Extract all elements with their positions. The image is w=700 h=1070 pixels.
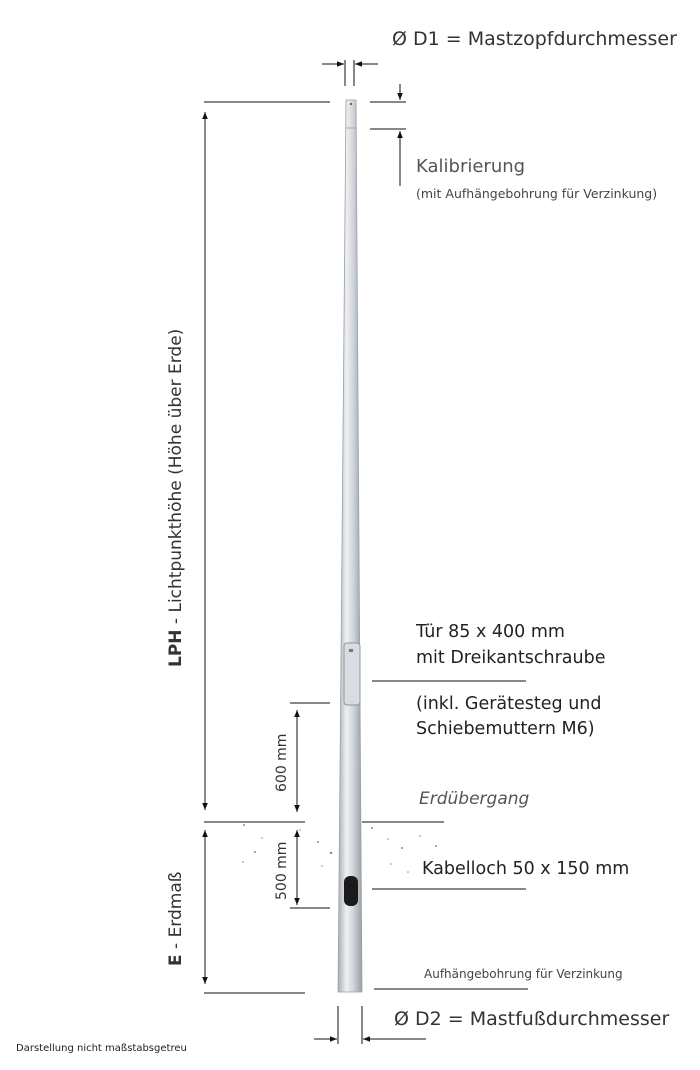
calibration-note: (mit Aufhängebohrung für Verzinkung) [416, 186, 658, 201]
pole-body [338, 100, 362, 992]
d2-label: Ø D2 = Mastfußdurchmesser [394, 1008, 670, 1030]
footnote: Darstellung nicht maßstabsgetreu [16, 1043, 187, 1054]
dim-500-label: 500 mm [274, 841, 290, 900]
door-screw [349, 649, 353, 652]
hanging-hole-bottom-label: Aufhängebohrung für Verzinkung [424, 967, 623, 981]
e-label-bold: E [166, 954, 186, 966]
d1-label: Ø D1 = Mastzopfdurchmesser [392, 28, 677, 50]
door-label-line4: Schiebemuttern M6) [416, 719, 595, 739]
hanging-hole-top [350, 103, 352, 105]
door-label-line1: Tür 85 x 400 mm [416, 622, 565, 642]
cable-hole-label: Kabelloch 50 x 150 mm [422, 859, 630, 879]
e-label [166, 872, 186, 966]
cable-hole [344, 876, 358, 906]
door-label-line2: mit Dreikantschraube [416, 648, 606, 668]
dim-600-label: 600 mm [274, 733, 290, 792]
lph-label [166, 329, 186, 667]
ground-transition-label: Erdübergang [419, 789, 530, 809]
calibration-label: Kalibrierung [416, 156, 526, 177]
door-panel [344, 643, 360, 705]
e-label-text: - Erdmaß [166, 871, 186, 955]
door-label-line3: (inkl. Gerätesteg und [416, 694, 602, 714]
lph-label-text: - Lichtpunkthöhe (Höhe über Erde) [166, 328, 186, 630]
lph-label-bold: LPH [166, 629, 186, 667]
